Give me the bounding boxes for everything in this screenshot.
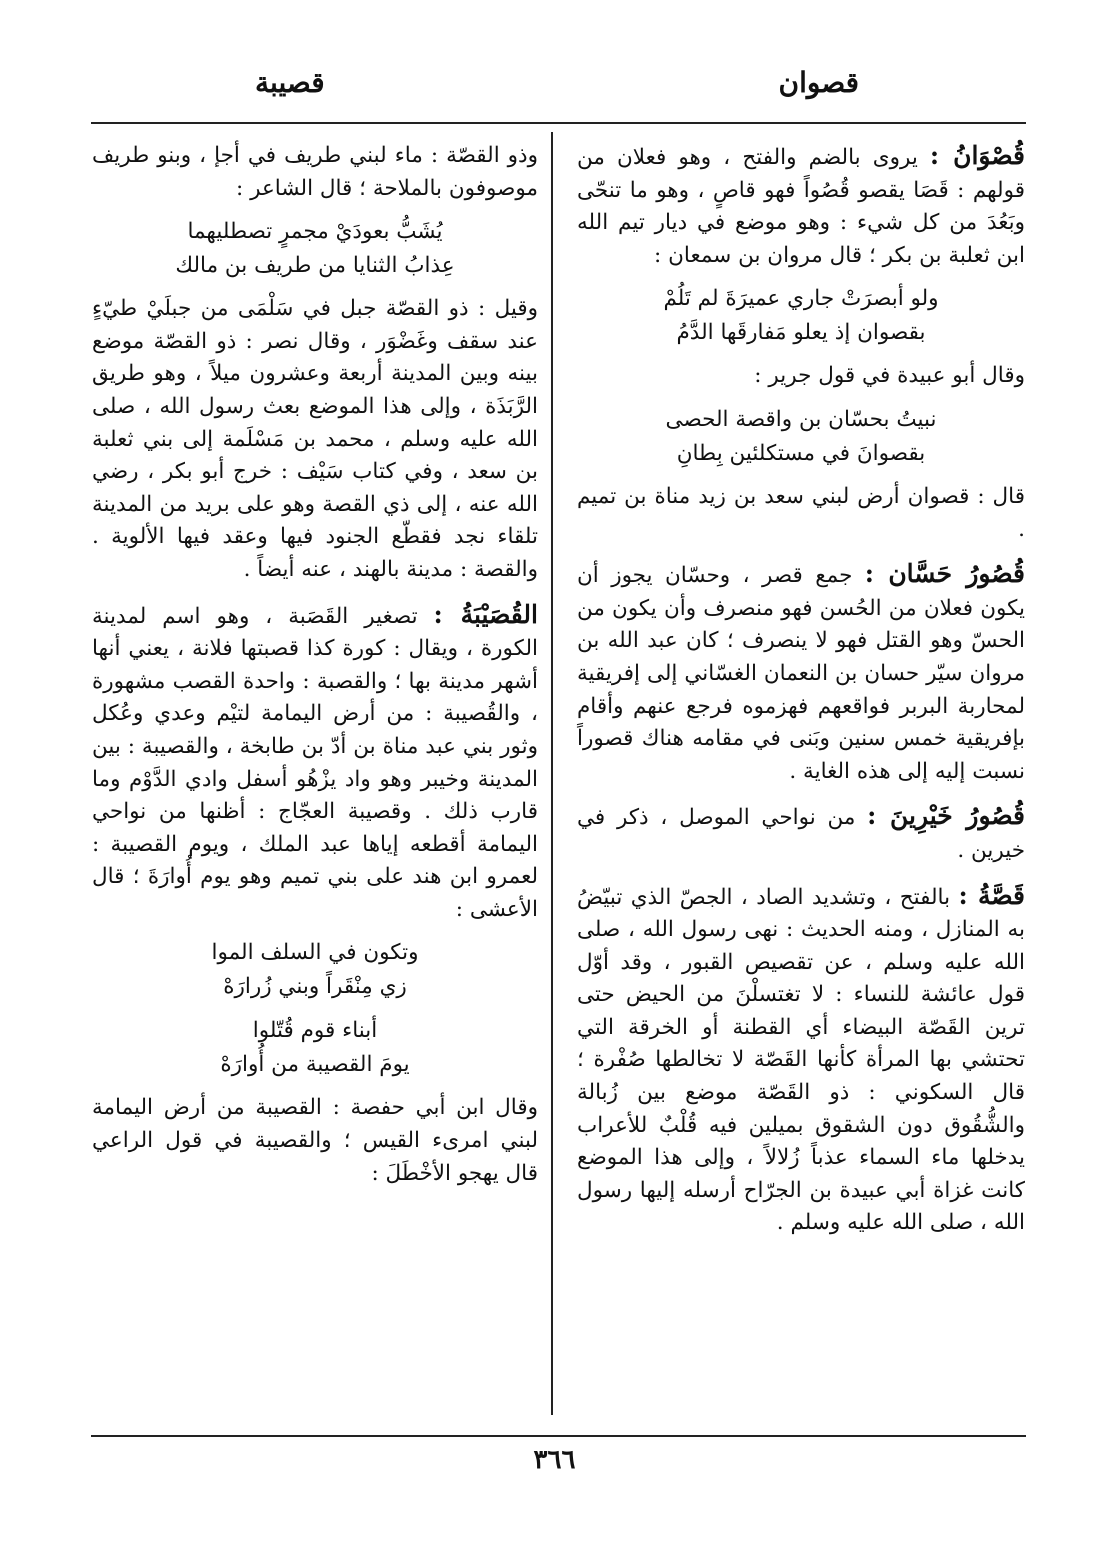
entry-text: من نواحي الموصل ، ذكر في خيرين . [577,805,1025,863]
entry-qusur-hassan [577,558,1025,788]
entry-qusayba [92,599,538,1191]
entry-text: وذو القصّة : ماء لبني طريف في أجإ ، وبنو طريف موصوفون بالملاحة ؛ قال الشاعر : [92,143,538,201]
verse-block [92,1014,538,1082]
verse-block [577,282,1025,350]
entry-text: يروى بالضم والفتح ، وهو فعلان من قولهم : قَصَا يقصو قُصُواً فهو قاصٍ ، وهو ما تنحّى وبَعُدَ من كل شيء : وهو موضع في ديار تيم الله ابن ثعلبة بن بكر ؛ قال مروان بن سمعان : [577,145,1025,268]
verse-block [92,936,538,1004]
entry-headword: قَصَّةُ : [958,880,1025,910]
entry-text: وقيل : ذو القصّة جبل في سَلْمَى من جبلَيْ طيّءٍ عند سقف وغَضْوَر ، وقال نصر : ذو القصّة موضع بينه وبين المدينة أربعة وعشرون ميلاً ، وهو طريق الرَّبَذَة ، وإلى هذا الموضع بعث رسول الله ، صلى الله عليه وسلم ، محمد بن مَسْلَمة إلى بني ثعلبة بن سعد ، وفي كتاب سَيْف : خرج أبو بكر ، رضي الله عنه ، إلى ذي القصة وهو على بريد من المدينة تلقاء نجد فقطّع الجنود فيها وعقد فيها الألوية . والقصة : مدينة بالهند ، عنه أيضاً . [92,296,538,582]
verse-line: بقصوان إذ يعلو مَفارقَها الدَّمُ [676,320,926,346]
running-header-left: قصيبة [255,66,325,99]
entry-text: قال : قصوان أرض لبني سعد بن زيد مناة بن تميم . [577,483,1025,542]
entry-text: جمع قصر ، وحسّان يجوز أن يكون فعلان من الحُسن فهو منصرف وأن يكون من الحسّ وهو القتل فهو لا ينصرف ؛ كان عبد الله بن مروان سيّر حسان بن النعمان الغسّاني إلى إفريقية لمحاربة البربر فواقعهم فهزموه فرجع عنهم وأقام بإفريقية خمس سنين وبَنى في مقامه هناك قصوراً نسبت إليه إلى هذه الغاية . [577,563,1025,784]
column-divider [551,132,553,1415]
page-number: ٣٦٦ [533,1445,576,1475]
verse-line: زي مِنْقَراً وبني زُرارَهْ [223,974,407,1000]
verse-block [577,403,1025,471]
entry-qusur-khayrin [577,800,1025,867]
verse-line: يُشَبُّ بعودَيْ مجمرٍ تصطليهما [187,219,443,245]
entry-qaswan [577,140,1025,546]
entry-text: وقال أبو عبيدة في قول جرير : [754,363,1025,389]
footer-rule [91,1435,1026,1437]
entry-text: بالفتح ، وتشديد الصاد ، الجصّ الذي تبيّضُ به المنازل ، ومنه الحديث : نهى رسول الله ، صلى الله عليه وسلم ، عن تقصيص القبور ، وقد أوّل قول عائشة للنساء : لا تغتسلْنَ من الحيض حتى ترين القَصّة البيضاء أي القطنة أو الخرقة التي تحتشي بها المرأة كأنها القَصّة لا تخالطها صُفْرة ؛ قال السكوني : ذو القَصّة موضع بين زُبالة والشُّقُوق دون الشقوق بميلين فيه قُلْبٌ للأعراب يدخلها ماء السماء عذباً زُلالاً ، وإلى هذا الموضع كانت غزاة أبي عبيدة بن الجرّاح أرسله إليها رسول الله ، صلى الله عليه وسلم . [577,884,1025,1236]
entry-dhul-qassa [92,140,538,587]
entry-headword: قُصْوَانُ : [929,141,1025,170]
verse-line: أبناء قوم قُتّلوا [252,1018,378,1044]
verse-line: نبيتُ بحسّان بن واقصة الحصى [665,406,937,432]
verse-block [92,215,538,283]
verse-line: وتكون في السلف الموا [211,940,419,966]
verse-line: بقصوانَ في مستكلئين بِطانِ [676,440,926,466]
left-column [92,140,538,1202]
entry-headword: قُصُورُ حَسَّان : [864,559,1025,589]
entry-qassa [577,880,1025,1241]
right-column [577,140,1025,1252]
entry-headword: القُصَيْبَةُ : [433,599,538,629]
entry-text: تصغير القَصَبة ، وهو اسم لمدينة الكورة ، ويقال : كورة كذا قصبتها فلانة ، يعني أنها أشهر مدينة بها ؛ والقصبة : واحدة القصب مشهورة ، والقُصيبة : من أرض اليمامة لتيْم وعدي وعُكل وثور بني عبد مناة بن أدّ بن طابخة ، والقصيبة : بين المدينة وخيبر وهو واد يزْهُو أسفل وادي الدَّوْم وما قارب ذلك . وقصيبة العجّاج : أظنها من نواحي اليمامة أقطعه إياها عبد الملك ، ويوم القصيبة : لعمرو ابن هند على بني تميم وهو يوم أُوارَةَ ؛ قال الأعشى : [92,603,538,922]
verse-line: ولو أبصرَتْ جاري عميرَةَ لم تَلُمْ [663,286,939,312]
header-rule [91,122,1026,124]
verse-line: عِذابُ الثنايا من طريف بن مالك [175,253,455,279]
entry-headword: قُصُورُ خَيْرِينَ : [867,801,1025,831]
verse-line: يومَ القصيبة من أُوارَهْ [220,1052,410,1078]
running-header-right: قصوان [778,66,859,99]
entry-text: وقال ابن أبي حفصة : القصيبة من أرض اليمامة لبني امرىء القيس ؛ والقصيبة في قول الراعي قال يهجو الأخْطَلَ : [92,1095,538,1186]
